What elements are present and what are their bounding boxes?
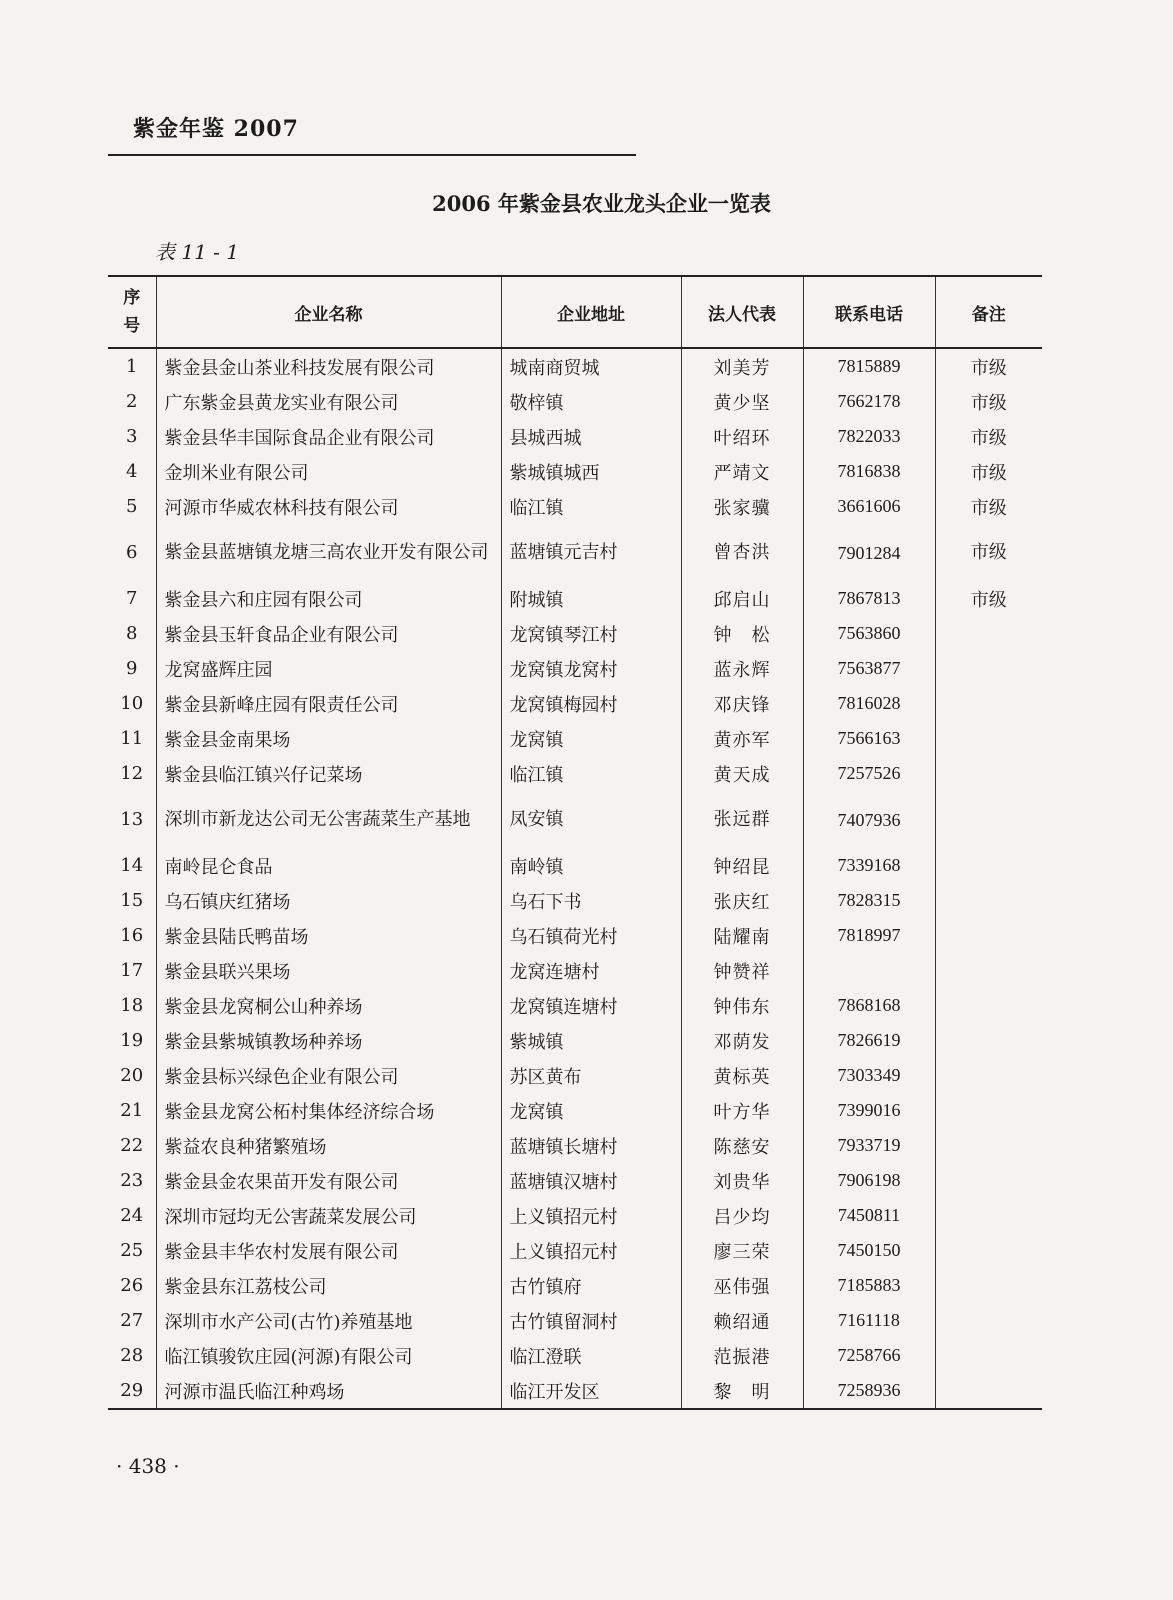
column-header-rep: 法人代表: [681, 276, 803, 348]
header-rule: [108, 154, 636, 156]
cell-phone: 7906198: [803, 1163, 935, 1198]
seq-header-line1: 序: [123, 288, 141, 308]
cell-address: 临江镇: [501, 756, 681, 791]
cell-legal-rep: 叶绍环: [681, 419, 803, 454]
cell-address: 南岭镇: [501, 848, 681, 883]
cell-enterprise-name: 紫金县龙窝桐公山种养场: [156, 988, 501, 1023]
cell-legal-rep: 黄标英: [681, 1058, 803, 1093]
cell-enterprise-name: 紫金县陆氏鸭苗场: [156, 918, 501, 953]
cell-phone: 7818997: [803, 918, 935, 953]
cell-phone: 7399016: [803, 1093, 935, 1128]
cell-address: 龙窝连塘村: [501, 953, 681, 988]
cell-address: 苏区黄布: [501, 1058, 681, 1093]
cell-phone: 7450150: [803, 1233, 935, 1268]
cell-phone: 7258766: [803, 1338, 935, 1373]
table-row: [108, 1093, 1042, 1128]
cell-phone: 7303349: [803, 1058, 935, 1093]
cell-enterprise-name: 紫金县紫城镇教场种养场: [156, 1023, 501, 1058]
cell-seq: 2: [108, 384, 156, 419]
cell-note: [935, 953, 1042, 988]
table-row: [108, 1268, 1042, 1303]
cell-address: 上义镇招元村: [501, 1198, 681, 1233]
column-header-note: 备注: [935, 276, 1042, 348]
page-title: 2006 年紫金县农业龙头企业一览表: [432, 191, 771, 216]
cell-note: [935, 1233, 1042, 1268]
cell-address: 敬梓镇: [501, 384, 681, 419]
table-row: [108, 1128, 1042, 1163]
cell-phone: 7816838: [803, 454, 935, 489]
cell-enterprise-name: 广东紫金县黄龙实业有限公司: [156, 384, 501, 419]
cell-phone: 7257526: [803, 756, 935, 791]
cell-address: 临江镇: [501, 489, 681, 524]
enterprise-table-container: [108, 275, 1042, 1410]
cell-legal-rep: 张远群: [681, 791, 803, 848]
cell-note: [935, 1058, 1042, 1093]
cell-seq: 9: [108, 651, 156, 686]
cell-seq: 8: [108, 616, 156, 651]
cell-note: 市级: [935, 454, 1042, 489]
cell-address: 紫城镇: [501, 1023, 681, 1058]
cell-seq: 7: [108, 581, 156, 616]
cell-enterprise-name: 紫金县临江镇兴仔记菜场: [156, 756, 501, 791]
table-number-label: 表 11 - 1: [155, 240, 240, 264]
cell-address: 乌石下书: [501, 883, 681, 918]
cell-seq: 25: [108, 1233, 156, 1268]
cell-note: [935, 1198, 1042, 1233]
cell-legal-rep: 邓荫发: [681, 1023, 803, 1058]
cell-address: 蓝塘镇元吉村: [501, 524, 681, 581]
cell-address: 古竹镇府: [501, 1268, 681, 1303]
cell-note: [935, 1373, 1042, 1409]
cell-seq: 1: [108, 348, 156, 384]
cell-phone: 7161118: [803, 1303, 935, 1338]
cell-seq: 17: [108, 953, 156, 988]
cell-seq: 27: [108, 1303, 156, 1338]
cell-phone: 7822033: [803, 419, 935, 454]
cell-legal-rep: 钟 松: [681, 616, 803, 651]
cell-address: 龙窝镇琴江村: [501, 616, 681, 651]
cell-seq: 14: [108, 848, 156, 883]
cell-phone: 7826619: [803, 1023, 935, 1058]
cell-enterprise-name: 紫益农良种猪繁殖场: [156, 1128, 501, 1163]
cell-note: [935, 848, 1042, 883]
cell-phone: [803, 953, 935, 988]
cell-legal-rep: 钟伟东: [681, 988, 803, 1023]
cell-phone: 7563877: [803, 651, 935, 686]
cell-seq: 22: [108, 1128, 156, 1163]
table-row: [108, 651, 1042, 686]
table-row: [108, 616, 1042, 651]
cell-legal-rep: 黄天成: [681, 756, 803, 791]
cell-seq: 29: [108, 1373, 156, 1409]
cell-enterprise-name: 紫金县金南果场: [156, 721, 501, 756]
table-row: [108, 1023, 1042, 1058]
cell-seq: 4: [108, 454, 156, 489]
cell-note: [935, 1303, 1042, 1338]
cell-legal-rep: 陈慈安: [681, 1128, 803, 1163]
column-header-phone: 联系电话: [803, 276, 935, 348]
table-row: [108, 1233, 1042, 1268]
cell-phone: 7563860: [803, 616, 935, 651]
cell-address: 蓝塘镇长塘村: [501, 1128, 681, 1163]
cell-seq: 19: [108, 1023, 156, 1058]
cell-seq: 15: [108, 883, 156, 918]
cell-seq: 13: [108, 791, 156, 848]
cell-legal-rep: 赖绍通: [681, 1303, 803, 1338]
cell-note: [935, 1023, 1042, 1058]
cell-phone: 7258936: [803, 1373, 935, 1409]
cell-address: 临江澄联: [501, 1338, 681, 1373]
cell-address: 上义镇招元村: [501, 1233, 681, 1268]
table-body: [108, 348, 1042, 1409]
seq-header-line2: 号: [123, 316, 141, 336]
cell-phone: 7407936: [803, 791, 935, 848]
cell-legal-rep: 范振港: [681, 1338, 803, 1373]
cell-note: [935, 791, 1042, 848]
cell-legal-rep: 邱启山: [681, 581, 803, 616]
cell-seq: 3: [108, 419, 156, 454]
cell-enterprise-name: 紫金县六和庄园有限公司: [156, 581, 501, 616]
cell-note: 市级: [935, 419, 1042, 454]
cell-note: 市级: [935, 581, 1042, 616]
cell-note: 市级: [935, 348, 1042, 384]
table-row: [108, 721, 1042, 756]
cell-legal-rep: 邓庆锋: [681, 686, 803, 721]
cell-enterprise-name: 紫金县丰华农村发展有限公司: [156, 1233, 501, 1268]
column-header-name: 企业名称: [156, 276, 501, 348]
table-row: [108, 524, 1042, 581]
table-row: [108, 454, 1042, 489]
cell-enterprise-name: 紫金县华丰国际食品企业有限公司: [156, 419, 501, 454]
cell-enterprise-name: 紫金县蓝塘镇龙塘三高农业开发有限公司: [156, 524, 501, 581]
cell-note: 市级: [935, 524, 1042, 581]
cell-note: [935, 1163, 1042, 1198]
cell-note: [935, 721, 1042, 756]
table-row: [108, 1303, 1042, 1338]
cell-enterprise-name: 河源市华威农林科技有限公司: [156, 489, 501, 524]
cell-phone: 7339168: [803, 848, 935, 883]
cell-note: [935, 1338, 1042, 1373]
cell-phone: 7450811: [803, 1198, 935, 1233]
cell-legal-rep: 刘美芳: [681, 348, 803, 384]
table-row: [108, 791, 1042, 848]
table-header-row: [108, 276, 1042, 348]
cell-enterprise-name: 紫金县玉轩食品企业有限公司: [156, 616, 501, 651]
cell-seq: 20: [108, 1058, 156, 1093]
cell-note: [935, 1128, 1042, 1163]
cell-seq: 21: [108, 1093, 156, 1128]
cell-seq: 16: [108, 918, 156, 953]
table-row: [108, 419, 1042, 454]
cell-enterprise-name: 紫金县联兴果场: [156, 953, 501, 988]
cell-seq: 24: [108, 1198, 156, 1233]
cell-address: 龙窝镇连塘村: [501, 988, 681, 1023]
cell-enterprise-name: 金圳米业有限公司: [156, 454, 501, 489]
table-row: [108, 953, 1042, 988]
cell-legal-rep: 廖三荣: [681, 1233, 803, 1268]
cell-address: 附城镇: [501, 581, 681, 616]
cell-enterprise-name: 龙窝盛辉庄园: [156, 651, 501, 686]
cell-legal-rep: 叶方华: [681, 1093, 803, 1128]
table-row: [108, 384, 1042, 419]
cell-seq: 12: [108, 756, 156, 791]
cell-legal-rep: 陆耀南: [681, 918, 803, 953]
table-row: [108, 489, 1042, 524]
cell-address: 龙窝镇龙窝村: [501, 651, 681, 686]
cell-address: 古竹镇留洞村: [501, 1303, 681, 1338]
cell-legal-rep: 刘贵华: [681, 1163, 803, 1198]
cell-seq: 23: [108, 1163, 156, 1198]
cell-enterprise-name: 紫金县金山茶业科技发展有限公司: [156, 348, 501, 384]
table-row: [108, 918, 1042, 953]
cell-seq: 10: [108, 686, 156, 721]
cell-phone: 7933719: [803, 1128, 935, 1163]
cell-phone: 7828315: [803, 883, 935, 918]
table-row: [108, 988, 1042, 1023]
cell-enterprise-name: 临江镇骏钦庄园(河源)有限公司: [156, 1338, 501, 1373]
cell-legal-rep: 钟绍昆: [681, 848, 803, 883]
cell-legal-rep: 吕少均: [681, 1198, 803, 1233]
column-header-address: 企业地址: [501, 276, 681, 348]
cell-enterprise-name: 深圳市水产公司(古竹)养殖基地: [156, 1303, 501, 1338]
cell-note: [935, 651, 1042, 686]
cell-phone: 7901284: [803, 524, 935, 581]
page-number: · 438 ·: [116, 1454, 180, 1478]
table-row: [108, 883, 1042, 918]
cell-enterprise-name: 紫金县龙窝公柘村集体经济综合场: [156, 1093, 501, 1128]
cell-legal-rep: 蓝永辉: [681, 651, 803, 686]
cell-legal-rep: 曾杏洪: [681, 524, 803, 581]
cell-enterprise-name: 河源市温氏临江种鸡场: [156, 1373, 501, 1409]
cell-note: [935, 918, 1042, 953]
cell-phone: 7566163: [803, 721, 935, 756]
cell-seq: 11: [108, 721, 156, 756]
table-row: [108, 756, 1042, 791]
cell-phone: 7867813: [803, 581, 935, 616]
cell-legal-rep: 巫伟强: [681, 1268, 803, 1303]
cell-phone: 7868168: [803, 988, 935, 1023]
cell-legal-rep: 张庆红: [681, 883, 803, 918]
table-row: [108, 848, 1042, 883]
table-row: [108, 1373, 1042, 1409]
cell-phone: 3661606: [803, 489, 935, 524]
cell-address: 龙窝镇: [501, 721, 681, 756]
cell-address: 紫城镇城西: [501, 454, 681, 489]
cell-note: [935, 1268, 1042, 1303]
cell-seq: 28: [108, 1338, 156, 1373]
table-row: [108, 686, 1042, 721]
column-header-seq: [108, 276, 156, 348]
running-head: 紫金年鉴 2007: [133, 116, 299, 142]
table-row: [108, 1058, 1042, 1093]
table-row: [108, 1198, 1042, 1233]
cell-note: [935, 616, 1042, 651]
cell-address: 乌石镇荷光村: [501, 918, 681, 953]
cell-enterprise-name: 紫金县新峰庄园有限责任公司: [156, 686, 501, 721]
cell-note: [935, 988, 1042, 1023]
cell-phone: 7185883: [803, 1268, 935, 1303]
cell-enterprise-name: 乌石镇庆红猪场: [156, 883, 501, 918]
cell-note: [935, 883, 1042, 918]
cell-address: 龙窝镇: [501, 1093, 681, 1128]
table-row: [108, 1338, 1042, 1373]
cell-legal-rep: 严靖文: [681, 454, 803, 489]
cell-legal-rep: 黄少坚: [681, 384, 803, 419]
cell-legal-rep: 钟赞祥: [681, 953, 803, 988]
table-row: [108, 1163, 1042, 1198]
table-row: [108, 348, 1042, 384]
cell-enterprise-name: 南岭昆仑食品: [156, 848, 501, 883]
cell-address: 凤安镇: [501, 791, 681, 848]
cell-seq: 6: [108, 524, 156, 581]
cell-note: 市级: [935, 489, 1042, 524]
cell-phone: 7662178: [803, 384, 935, 419]
cell-legal-rep: 黄亦军: [681, 721, 803, 756]
enterprise-table: [108, 275, 1042, 1410]
cell-legal-rep: 张家骥: [681, 489, 803, 524]
cell-enterprise-name: 深圳市新龙达公司无公害蔬菜生产基地: [156, 791, 501, 848]
cell-phone: 7816028: [803, 686, 935, 721]
cell-phone: 7815889: [803, 348, 935, 384]
cell-address: 蓝塘镇汉塘村: [501, 1163, 681, 1198]
cell-address: 县城西城: [501, 419, 681, 454]
cell-address: 临江开发区: [501, 1373, 681, 1409]
cell-enterprise-name: 紫金县东江荔枝公司: [156, 1268, 501, 1303]
cell-note: 市级: [935, 384, 1042, 419]
table-row: [108, 581, 1042, 616]
cell-address: 龙窝镇梅园村: [501, 686, 681, 721]
cell-legal-rep: 黎 明: [681, 1373, 803, 1409]
cell-seq: 5: [108, 489, 156, 524]
cell-address: 城南商贸城: [501, 348, 681, 384]
cell-note: [935, 1093, 1042, 1128]
cell-note: [935, 686, 1042, 721]
cell-seq: 18: [108, 988, 156, 1023]
cell-enterprise-name: 深圳市冠均无公害蔬菜发展公司: [156, 1198, 501, 1233]
cell-seq: 26: [108, 1268, 156, 1303]
cell-enterprise-name: 紫金县标兴绿色企业有限公司: [156, 1058, 501, 1093]
cell-enterprise-name: 紫金县金农果苗开发有限公司: [156, 1163, 501, 1198]
cell-note: [935, 756, 1042, 791]
